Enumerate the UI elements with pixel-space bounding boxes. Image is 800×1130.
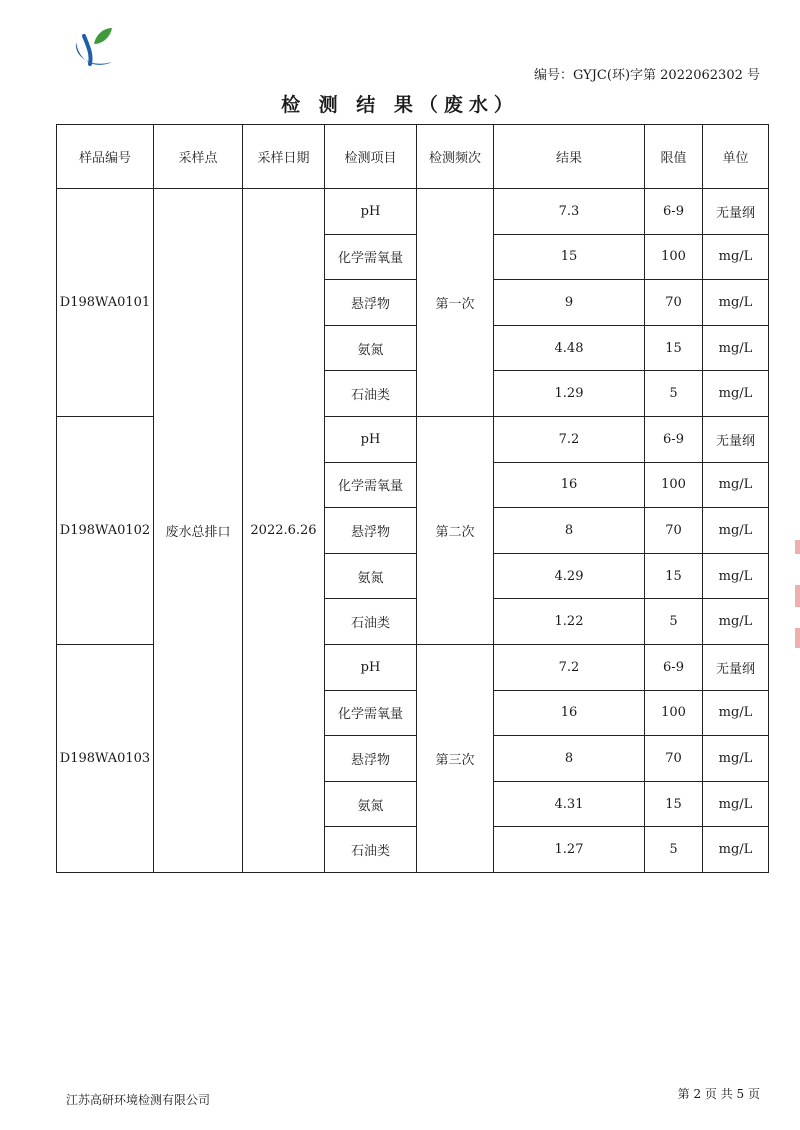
- limit-cell: 5: [645, 599, 703, 645]
- limit-cell: 100: [645, 462, 703, 508]
- column-header: 单位: [703, 125, 769, 189]
- unit-cell: mg/L: [703, 280, 769, 326]
- result-cell: 16: [494, 462, 645, 508]
- company-name: 江苏高研环境检测有限公司: [66, 1093, 211, 1107]
- item-cell: 化学需氧量: [325, 690, 417, 736]
- page-number: 第 2 页 共 5 页: [677, 1087, 760, 1101]
- seal-edge-mark: [795, 628, 800, 648]
- limit-cell: 6-9: [645, 416, 703, 462]
- result-cell: 7.2: [494, 644, 645, 690]
- item-cell: 氨氮: [325, 781, 417, 827]
- unit-cell: mg/L: [703, 371, 769, 417]
- limit-cell: 100: [645, 234, 703, 280]
- item-cell: pH: [325, 416, 417, 462]
- limit-cell: 6-9: [645, 644, 703, 690]
- limit-cell: 15: [645, 325, 703, 371]
- item-cell: 石油类: [325, 599, 417, 645]
- sample-id-cell: D198WA0103: [57, 644, 154, 872]
- column-header: 限值: [645, 125, 703, 189]
- result-cell: 15: [494, 234, 645, 280]
- unit-cell: 无量纲: [703, 189, 769, 235]
- results-table: [56, 124, 769, 873]
- unit-cell: 无量纲: [703, 644, 769, 690]
- sample-id-cell: D198WA0102: [57, 416, 154, 644]
- item-cell: 氨氮: [325, 553, 417, 599]
- result-cell: 4.48: [494, 325, 645, 371]
- result-cell: 1.27: [494, 827, 645, 873]
- seal-edge-mark: [795, 585, 800, 607]
- item-cell: pH: [325, 644, 417, 690]
- column-header: 采样日期: [243, 125, 325, 189]
- unit-cell: mg/L: [703, 827, 769, 873]
- item-cell: 化学需氧量: [325, 462, 417, 508]
- result-cell: 8: [494, 736, 645, 782]
- result-cell: 4.29: [494, 553, 645, 599]
- unit-cell: mg/L: [703, 234, 769, 280]
- limit-cell: 100: [645, 690, 703, 736]
- limit-cell: 70: [645, 736, 703, 782]
- item-cell: 悬浮物: [325, 736, 417, 782]
- company-logo-icon: [66, 22, 122, 74]
- unit-cell: mg/L: [703, 690, 769, 736]
- report-number: 编号：GYJC(环)字第 2022062302 号: [533, 68, 760, 83]
- column-header: 检测频次: [417, 125, 494, 189]
- item-cell: 化学需氧量: [325, 234, 417, 280]
- table-row: [57, 189, 769, 235]
- result-cell: 1.29: [494, 371, 645, 417]
- item-cell: 悬浮物: [325, 280, 417, 326]
- sampling-date-cell: 2022.6.26: [243, 189, 325, 873]
- limit-cell: 5: [645, 827, 703, 873]
- limit-cell: 70: [645, 280, 703, 326]
- limit-cell: 6-9: [645, 189, 703, 235]
- item-cell: 石油类: [325, 371, 417, 417]
- limit-cell: 70: [645, 508, 703, 554]
- column-header: 采样点: [154, 125, 243, 189]
- unit-cell: mg/L: [703, 736, 769, 782]
- result-cell: 1.22: [494, 599, 645, 645]
- frequency-cell: 第三次: [417, 644, 494, 872]
- frequency-cell: 第二次: [417, 416, 494, 644]
- limit-cell: 15: [645, 781, 703, 827]
- result-cell: 4.31: [494, 781, 645, 827]
- unit-cell: mg/L: [703, 781, 769, 827]
- unit-cell: mg/L: [703, 462, 769, 508]
- item-cell: 氨氮: [325, 325, 417, 371]
- column-header: 检测项目: [325, 125, 417, 189]
- result-cell: 7.3: [494, 189, 645, 235]
- unit-cell: mg/L: [703, 508, 769, 554]
- limit-cell: 15: [645, 553, 703, 599]
- item-cell: 石油类: [325, 827, 417, 873]
- unit-cell: 无量纲: [703, 416, 769, 462]
- seal-edge-mark: [795, 540, 800, 554]
- column-header: 结果: [494, 125, 645, 189]
- frequency-cell: 第一次: [417, 189, 494, 417]
- result-cell: 9: [494, 280, 645, 326]
- unit-cell: mg/L: [703, 553, 769, 599]
- limit-cell: 5: [645, 371, 703, 417]
- result-cell: 16: [494, 690, 645, 736]
- unit-cell: mg/L: [703, 599, 769, 645]
- item-cell: pH: [325, 189, 417, 235]
- result-cell: 8: [494, 508, 645, 554]
- result-cell: 7.2: [494, 416, 645, 462]
- table-header-row: [57, 125, 769, 189]
- sample-id-cell: D198WA0101: [57, 189, 154, 417]
- unit-cell: mg/L: [703, 325, 769, 371]
- item-cell: 悬浮物: [325, 508, 417, 554]
- sampling-point-cell: 废水总排口: [154, 189, 243, 873]
- column-header: 样品编号: [57, 125, 154, 189]
- page-title: 检 测 结 果（废水）: [281, 94, 519, 116]
